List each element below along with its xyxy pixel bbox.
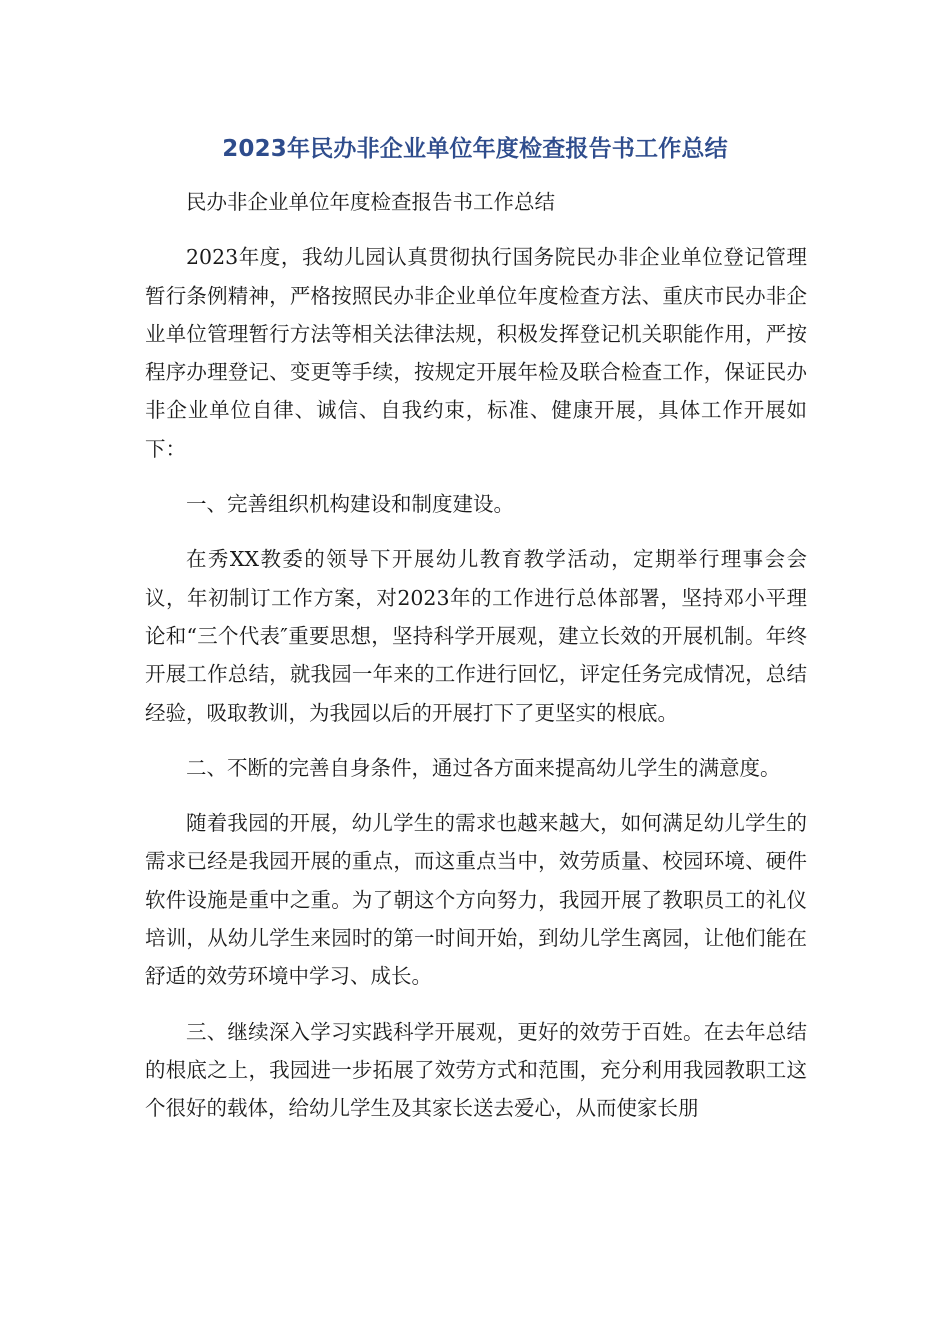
paragraph-subtitle: 民办非企业单位年度检查报告书工作总结 xyxy=(186,190,555,214)
section-heading-2: 二、不断的完善自身条件，通过各方面来提高幼儿学生的满意度。 xyxy=(186,755,781,780)
section-heading-1: 一、完善组织机构建设和制度建设。 xyxy=(186,492,514,517)
document-body xyxy=(145,183,807,1145)
paragraph-intro: 2023年度，我幼儿园认真贯彻执行国务院民办非企业单位登记管理暂行条例精神，严格按照民办非企业单位年度检查方法、重庆市民办非企业单位管理暂行方法等相关法律法规，积极发挥登记机关职能作用，严按程序办理登记、变更等手续，按规定开展年检及联合检查工作，保证民办非企业单位自律、诚信、自我约束，标准、健康开展，具体工作开展如下： xyxy=(145,245,807,461)
paragraph-section-3: 三、继续深入学习实践科学开展观，更好的效劳于百姓。在去年总结的根底之上，我园进一步拓展了效劳方式和范围，充分利用我园教职工这个很好的载体，给幼儿学生及其家长送去爱心，从而使家长朋 xyxy=(145,1019,807,1121)
paragraph-section-1: 在秀XX教委的领导下开展幼儿教育教学活动，定期举行理事会会议，年初制订工作方案，对2023年的工作进行总体部署，坚持邓小平理论和“三个代表″重要思想，坚持科学开展观，建立长效的开展机制。年终开展工作总结，就我园一年来的工作进行回忆，评定任务完成情况，总结经验，吸取教训，为我园以后的开展打下了更坚实的根底。 xyxy=(145,547,807,725)
document-title: 2023年民办非企业单位年度检查报告书工作总结 xyxy=(222,136,728,162)
paragraph-section-2: 随着我园的开展，幼儿学生的需求也越来越大，如何满足幼儿学生的需求已经是我园开展的重点，而这重点当中，效劳质量、校园环境、硬件软件设施是重中之重。为了朝这个方向努力，我园开展了教职员工的礼仪培训，从幼儿学生来园时的第一时间开始，到幼儿学生离园，让他们能在舒适的效劳环境中学习、成长。 xyxy=(145,811,807,989)
